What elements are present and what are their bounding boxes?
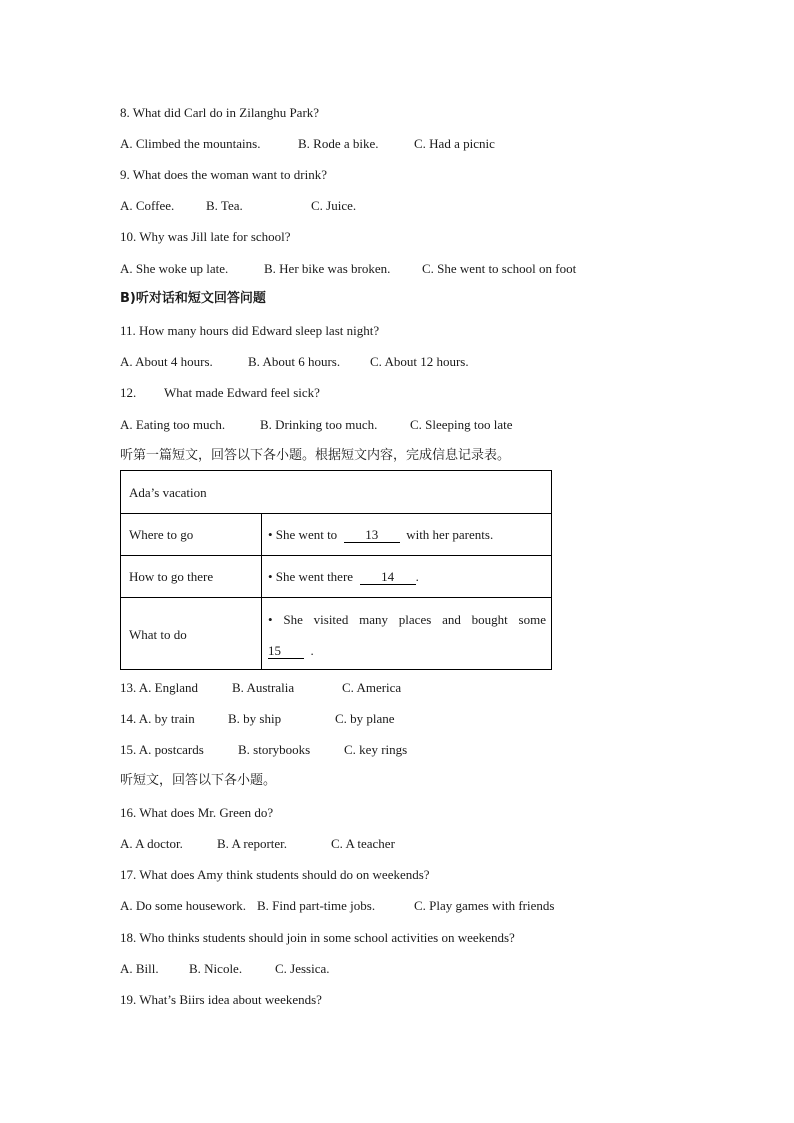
q18-option-b: B. Nicole. xyxy=(189,961,243,976)
q17-option-b: B. Find part-time jobs. xyxy=(257,898,376,913)
table-row-label: How to go there xyxy=(129,569,214,584)
q13-option-c: C. America xyxy=(342,680,402,695)
q10-option-b: B. Her bike was broken. xyxy=(264,261,391,276)
table-row-content: • She visited many places and bought some xyxy=(268,612,546,627)
q10-option-a: A. She woke up late. xyxy=(120,261,229,276)
q8-option-a: A. Climbed the mountains. xyxy=(120,136,261,151)
row-text: . xyxy=(310,643,314,658)
question-11: 11. How many hours did Edward sleep last night? xyxy=(120,323,380,338)
question-17: 17. What does Amy think students should do on weekends? xyxy=(120,867,430,882)
q11-option-a: A. About 4 hours. xyxy=(120,354,213,369)
q9-option-b: B. Tea. xyxy=(206,198,243,213)
section-b-heading: B)听对话和短文回答问题 xyxy=(120,291,266,306)
q15-option-c: C. key rings xyxy=(344,742,408,757)
q18-option-c: C. Jessica. xyxy=(275,961,330,976)
table-column-divider xyxy=(261,513,262,669)
ada-vacation-table xyxy=(120,470,552,670)
table-row-label: Where to go xyxy=(129,527,194,542)
table-divider xyxy=(121,513,551,514)
question-18: 18. Who thinks students should join in some school activities on weekends? xyxy=(120,930,515,945)
row-text: . xyxy=(415,569,419,584)
question-10: 10. Why was Jill late for school? xyxy=(120,229,291,244)
passage-1-instruction: 听第一篇短文，回答以下各小题。根据短文内容，完成信息记录表。 xyxy=(120,448,511,463)
table-row-label: What to do xyxy=(129,627,187,642)
question-12-number: 12. xyxy=(120,385,137,400)
q14-option-c: C. by plane xyxy=(335,711,395,726)
q12-option-c: C. Sleeping too late xyxy=(410,417,513,432)
q18-option-a: A. Bill. xyxy=(120,961,159,976)
q16-option-b: B. A reporter. xyxy=(217,836,288,851)
q15-option-b: B. storybooks xyxy=(238,742,311,757)
q16-option-c: C. A teacher xyxy=(331,836,395,851)
question-16: 16. What does Mr. Green do? xyxy=(120,805,274,820)
q12-option-a: A. Eating too much. xyxy=(120,417,226,432)
table-divider xyxy=(121,597,551,598)
question-9: 9. What does the woman want to drink? xyxy=(120,167,327,182)
question-8: 8. What did Carl do in Zilanghu Park? xyxy=(120,105,320,120)
q13-option-b: B. Australia xyxy=(232,680,295,695)
q14-option-a: 14. A. by train xyxy=(120,711,195,726)
table-row-content-cont xyxy=(268,643,314,659)
q17-option-a: A. Do some housework. xyxy=(120,898,247,913)
q13-option-a: 13. A. England xyxy=(120,680,198,695)
q9-option-c: C. Juice. xyxy=(311,198,357,213)
table-divider xyxy=(121,555,551,556)
q8-option-c: C. Had a picnic xyxy=(414,136,495,151)
answer-blank-15: 15 xyxy=(268,644,304,659)
row-text: • She went there xyxy=(268,569,354,584)
q8-option-b: B. Rode a bike. xyxy=(298,136,379,151)
answer-blank-14: 14 xyxy=(360,570,416,585)
q14-option-b: B. by ship xyxy=(228,711,282,726)
table-row-content xyxy=(268,569,419,585)
q12-option-b: B. Drinking too much. xyxy=(260,417,378,432)
table-title: Ada’s vacation xyxy=(129,485,207,500)
q15-option-a: 15. A. postcards xyxy=(120,742,204,757)
question-19: 19. What’s Biirs idea about weekends? xyxy=(120,992,322,1007)
q11-option-b: B. About 6 hours. xyxy=(248,354,341,369)
question-12: What made Edward feel sick? xyxy=(164,385,320,400)
q11-option-c: C. About 12 hours. xyxy=(370,354,469,369)
answer-blank-13: 13 xyxy=(344,528,400,543)
q9-option-a: A. Coffee. xyxy=(120,198,175,213)
row-text: • She went to xyxy=(268,527,338,542)
passage-2-instruction: 听短文，回答以下各小题。 xyxy=(120,773,277,788)
q16-option-a: A. A doctor. xyxy=(120,836,183,851)
q17-option-c: C. Play games with friends xyxy=(414,898,555,913)
row-text: with her parents. xyxy=(406,527,494,542)
table-row-content xyxy=(268,527,493,543)
q10-option-c: C. She went to school on foot xyxy=(422,261,577,276)
